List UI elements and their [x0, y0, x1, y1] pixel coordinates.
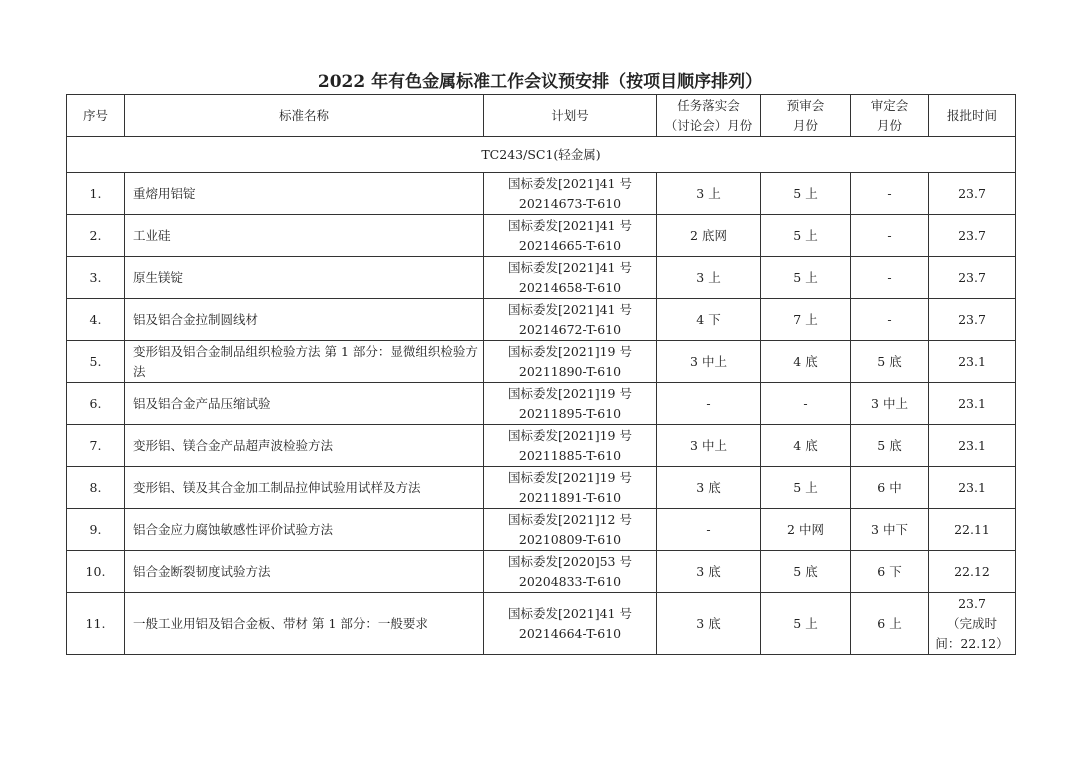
- row-review-month: 3 中下: [851, 509, 929, 551]
- row-plan: [484, 341, 657, 383]
- header-review: [851, 95, 929, 137]
- row-plan-line2: 20214673-T-610: [518, 195, 622, 211]
- row-plan: [484, 299, 657, 341]
- row-plan: [484, 173, 657, 215]
- row-plan-line1: 国标委发[2020]53 号: [508, 553, 632, 569]
- row-approve-time-line1: 23.1: [958, 395, 986, 411]
- row-plan-line2: 20214664-T-610: [518, 625, 622, 641]
- header-plan: 计划号: [484, 95, 657, 137]
- row-seq: 3.: [67, 257, 125, 299]
- row-name: 铝及铝合金产品压缩试验: [125, 383, 484, 425]
- row-approve-time: [929, 299, 1016, 341]
- header-approve: 报批时间: [929, 95, 1016, 137]
- table-row: [67, 341, 1016, 383]
- row-approve-time-line1: 23.7: [958, 595, 986, 611]
- row-name: 工业硅: [125, 215, 484, 257]
- row-plan-line2: 20211890-T-610: [518, 363, 622, 379]
- row-plan-line1: 国标委发[2021]41 号: [508, 217, 632, 233]
- table-row: [67, 593, 1016, 655]
- row-plan-line2: 20214658-T-610: [518, 279, 622, 295]
- row-pre-month: 4 底: [761, 425, 851, 467]
- row-name: 铝合金应力腐蚀敏感性评价试验方法: [125, 509, 484, 551]
- row-seq: 9.: [67, 509, 125, 551]
- row-plan: [484, 551, 657, 593]
- row-approve-time-line1: 23.1: [958, 353, 986, 369]
- row-review-month: -: [851, 257, 929, 299]
- row-plan-line1: 国标委发[2021]41 号: [508, 301, 632, 317]
- row-task-month: -: [657, 509, 761, 551]
- row-approve-time-line1: 23.7: [958, 311, 986, 327]
- row-plan-line1: 国标委发[2021]19 号: [508, 427, 632, 443]
- row-pre-month: 4 底: [761, 341, 851, 383]
- row-plan-line2: 20214672-T-610: [518, 321, 622, 337]
- row-review-month: -: [851, 173, 929, 215]
- row-plan-line2: 20211891-T-610: [518, 489, 622, 505]
- row-seq: 5.: [67, 341, 125, 383]
- row-approve-time: [929, 467, 1016, 509]
- row-approve-time-line1: 23.7: [958, 269, 986, 285]
- table-row: [67, 551, 1016, 593]
- row-approve-time: [929, 257, 1016, 299]
- row-task-month: 3 中上: [657, 425, 761, 467]
- row-review-month: 5 底: [851, 341, 929, 383]
- row-approve-time-line1: 23.7: [958, 227, 986, 243]
- row-pre-month: 5 上: [761, 593, 851, 655]
- row-approve-time-line1: 23.1: [958, 479, 986, 495]
- row-review-month: -: [851, 215, 929, 257]
- row-seq: 10.: [67, 551, 125, 593]
- row-plan-line2: 20211885-T-610: [518, 447, 622, 463]
- row-pre-month: 7 上: [761, 299, 851, 341]
- row-plan-line1: 国标委发[2021]19 号: [508, 343, 632, 359]
- row-plan: [484, 425, 657, 467]
- row-seq: 6.: [67, 383, 125, 425]
- header-name: 标准名称: [125, 95, 484, 137]
- row-seq: 4.: [67, 299, 125, 341]
- header-pre-line2: 月份: [792, 117, 818, 133]
- row-task-month: 4 下: [657, 299, 761, 341]
- row-plan: [484, 383, 657, 425]
- row-task-month: 3 底: [657, 551, 761, 593]
- row-plan-line2: 20204833-T-610: [518, 573, 622, 589]
- header-row: [67, 95, 1016, 137]
- row-review-month: 6 上: [851, 593, 929, 655]
- row-approve-time: [929, 173, 1016, 215]
- row-plan-line1: 国标委发[2021]41 号: [508, 605, 632, 621]
- row-approve-time-line3: 间：22.12）: [935, 635, 1009, 651]
- row-approve-time-line1: 23.7: [958, 185, 986, 201]
- row-plan-line1: 国标委发[2021]41 号: [508, 259, 632, 275]
- row-pre-month: -: [761, 383, 851, 425]
- header-pre: [761, 95, 851, 137]
- row-plan-line1: 国标委发[2021]12 号: [508, 511, 632, 527]
- row-review-month: 3 中上: [851, 383, 929, 425]
- row-plan: [484, 509, 657, 551]
- table-row: [67, 383, 1016, 425]
- row-pre-month: 2 中网: [761, 509, 851, 551]
- row-pre-month: 5 底: [761, 551, 851, 593]
- row-approve-time-line1: 22.11: [954, 521, 990, 537]
- row-name: 铝合金断裂韧度试验方法: [125, 551, 484, 593]
- row-task-month: 2 底网: [657, 215, 761, 257]
- row-approve-time: [929, 425, 1016, 467]
- header-review-line2: 月份: [876, 117, 902, 133]
- header-task-line1: 任务落实会: [677, 97, 740, 113]
- row-name: 重熔用铝锭: [125, 173, 484, 215]
- row-seq: 2.: [67, 215, 125, 257]
- row-plan-line2: 20210809-T-610: [518, 531, 622, 547]
- row-task-month: 3 底: [657, 467, 761, 509]
- row-plan: [484, 593, 657, 655]
- table-row: [67, 509, 1016, 551]
- row-name: 变形铝、镁及其合金加工制品拉伸试验用试样及方法: [125, 467, 484, 509]
- row-pre-month: 5 上: [761, 257, 851, 299]
- table-row: [67, 257, 1016, 299]
- row-approve-time: [929, 383, 1016, 425]
- row-plan-line2: 20211895-T-610: [518, 405, 622, 421]
- row-task-month: 3 中上: [657, 341, 761, 383]
- row-pre-month: 5 上: [761, 215, 851, 257]
- row-approve-time-line2: （完成时: [946, 615, 997, 631]
- row-task-month: -: [657, 383, 761, 425]
- row-name: 一般工业用铝及铝合金板、带材 第 1 部分：一般要求: [125, 593, 484, 655]
- row-name: 变形铝及铝合金制品组织检验方法 第 1 部分：显微组织检验方法: [125, 341, 484, 383]
- row-pre-month: 5 上: [761, 173, 851, 215]
- row-review-month: 6 中: [851, 467, 929, 509]
- row-plan: [484, 215, 657, 257]
- row-name: 铝及铝合金拉制圆线材: [125, 299, 484, 341]
- header-seq: 序号: [67, 95, 125, 137]
- row-review-month: -: [851, 299, 929, 341]
- row-approve-time: [929, 593, 1016, 655]
- row-seq: 7.: [67, 425, 125, 467]
- section-row: [67, 137, 1016, 173]
- row-review-month: 6 下: [851, 551, 929, 593]
- row-seq: 8.: [67, 467, 125, 509]
- row-plan-line1: 国标委发[2021]19 号: [508, 385, 632, 401]
- row-approve-time: [929, 215, 1016, 257]
- header-pre-line1: 预审会: [786, 97, 825, 113]
- header-task-line2: （讨论会）月份: [664, 117, 753, 133]
- row-approve-time: [929, 509, 1016, 551]
- row-plan-line1: 国标委发[2021]19 号: [508, 469, 632, 485]
- row-pre-month: 5 上: [761, 467, 851, 509]
- schedule-table: [66, 94, 1016, 655]
- row-approve-time-line1: 23.1: [958, 437, 986, 453]
- row-plan-line1: 国标委发[2021]41 号: [508, 175, 632, 191]
- row-task-month: 3 上: [657, 173, 761, 215]
- table-row: [67, 467, 1016, 509]
- row-name: 变形铝、镁合金产品超声波检验方法: [125, 425, 484, 467]
- row-task-month: 3 上: [657, 257, 761, 299]
- table-row: [67, 425, 1016, 467]
- row-seq: 1.: [67, 173, 125, 215]
- row-seq: 11.: [67, 593, 125, 655]
- table-row: [67, 299, 1016, 341]
- row-plan: [484, 257, 657, 299]
- row-plan: [484, 467, 657, 509]
- table-row: [67, 173, 1016, 215]
- header-task: [657, 95, 761, 137]
- row-name: 原生镁锭: [125, 257, 484, 299]
- section-title: TC243/SC1(轻金属): [67, 137, 1016, 173]
- row-approve-time-line1: 22.12: [954, 563, 990, 579]
- row-task-month: 3 底: [657, 593, 761, 655]
- row-plan-line2: 20214665-T-610: [518, 237, 622, 253]
- row-approve-time: [929, 341, 1016, 383]
- document-title: 2022 年有色金属标准工作会议预安排（按项目顺序排列）: [317, 72, 763, 92]
- row-approve-time: [929, 551, 1016, 593]
- row-review-month: 5 底: [851, 425, 929, 467]
- header-review-line1: 审定会: [870, 97, 909, 113]
- table-row: [67, 215, 1016, 257]
